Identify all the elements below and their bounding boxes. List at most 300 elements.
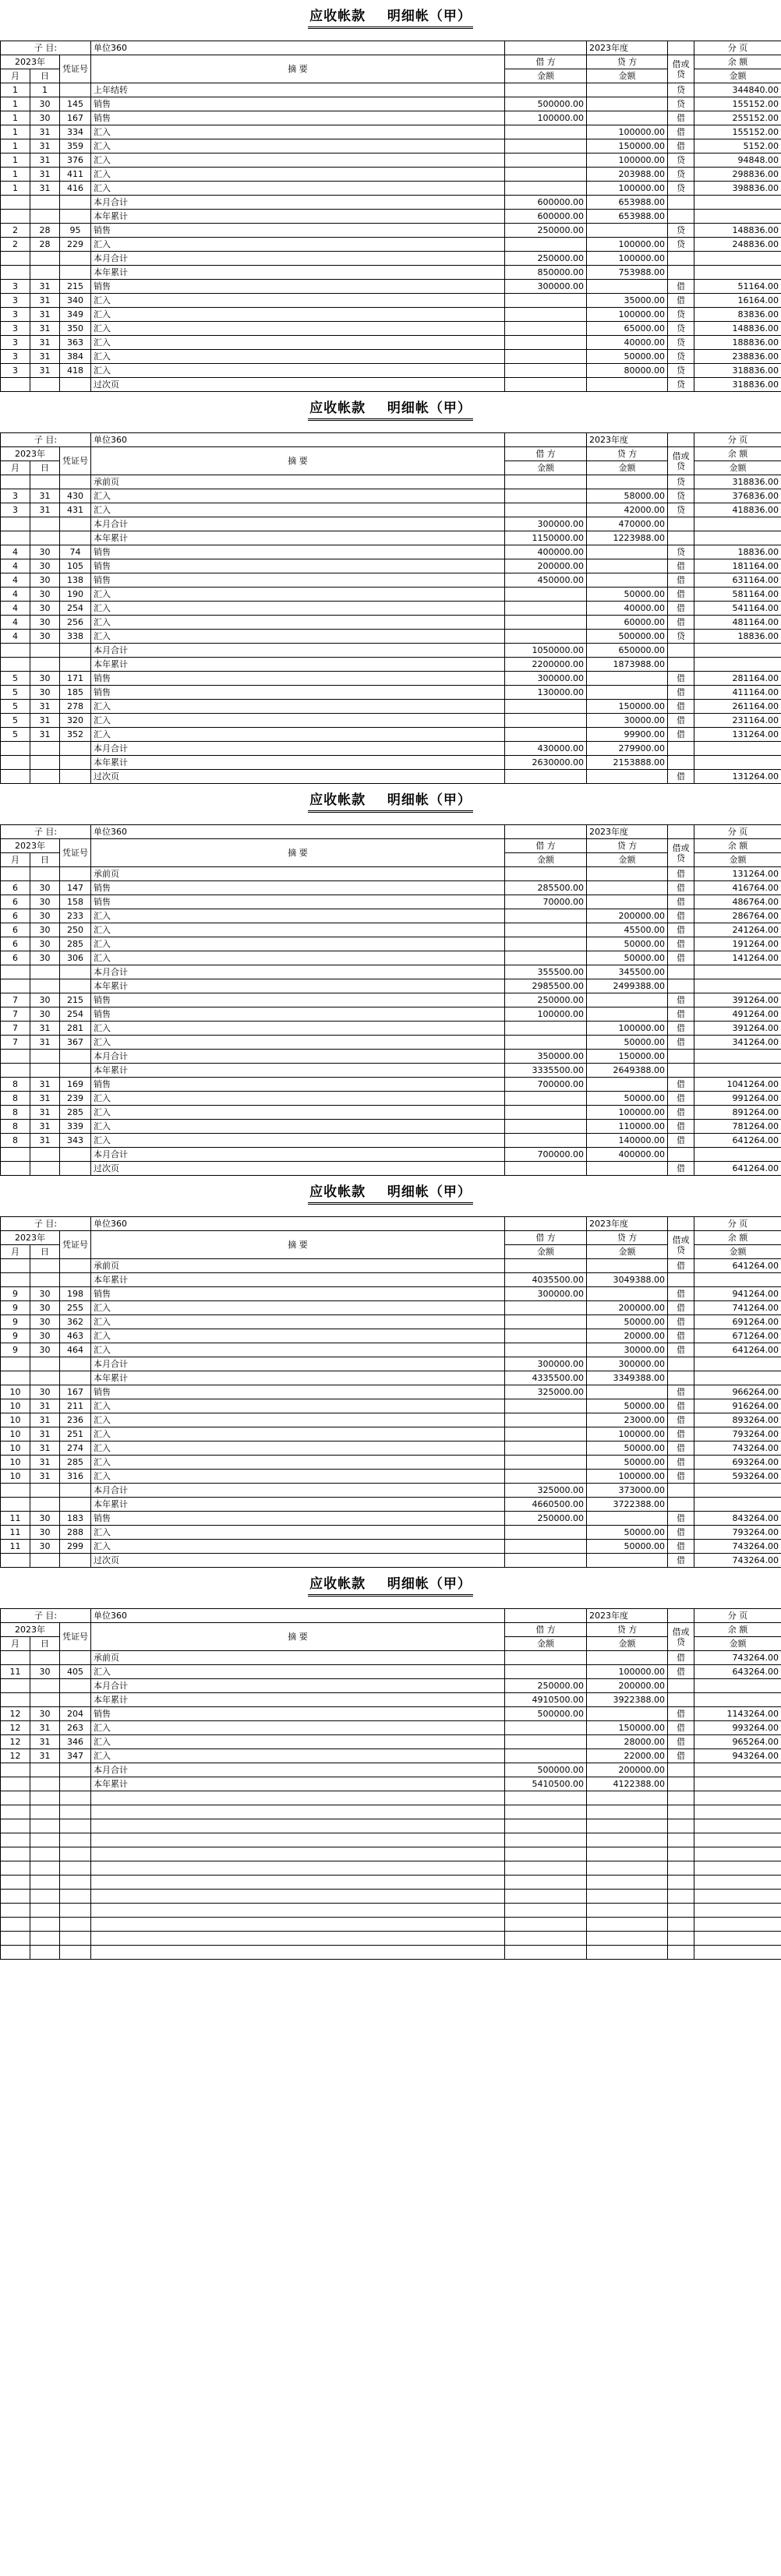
col-summary: 摘 要 bbox=[91, 55, 505, 83]
cell-balance: 741264.00 bbox=[694, 1301, 781, 1315]
cell-day bbox=[30, 1932, 60, 1946]
cell-voucher bbox=[60, 1371, 91, 1385]
cell-direction bbox=[668, 1679, 694, 1693]
cell-day: 30 bbox=[30, 1301, 60, 1315]
cell-month bbox=[1, 770, 30, 784]
cell-month: 5 bbox=[1, 714, 30, 728]
cell-summary: 销售 bbox=[91, 111, 505, 125]
cell-debit: 4035500.00 bbox=[505, 1273, 587, 1287]
cell-voucher bbox=[60, 1861, 91, 1876]
cell-voucher: 411 bbox=[60, 168, 91, 182]
cell-month bbox=[1, 1777, 30, 1791]
cell-credit: 50000.00 bbox=[587, 1526, 668, 1540]
cell-credit: 110000.00 bbox=[587, 1120, 668, 1134]
cell-voucher: 204 bbox=[60, 1707, 91, 1721]
cell-credit: 100000.00 bbox=[587, 308, 668, 322]
cell-summary: 销售 bbox=[91, 280, 505, 294]
cell-credit: 500000.00 bbox=[587, 630, 668, 644]
cell-balance: 341264.00 bbox=[694, 1036, 781, 1050]
cell-day: 31 bbox=[30, 1735, 60, 1749]
cell-month bbox=[1, 1484, 30, 1498]
cell-month: 4 bbox=[1, 616, 30, 630]
cell-credit bbox=[587, 1162, 668, 1176]
cell-credit: 100000.00 bbox=[587, 154, 668, 168]
year-label: 2023年度 bbox=[587, 825, 668, 839]
cell-credit bbox=[587, 1007, 668, 1022]
cell-balance: 691264.00 bbox=[694, 1315, 781, 1329]
cell-month: 9 bbox=[1, 1301, 30, 1315]
cell-balance bbox=[694, 266, 781, 280]
cell-balance: 255152.00 bbox=[694, 111, 781, 125]
cell-day bbox=[30, 644, 60, 658]
subject-label: 子 目: bbox=[1, 1217, 91, 1231]
cell-month: 3 bbox=[1, 364, 30, 378]
cell-credit: 30000.00 bbox=[587, 714, 668, 728]
cell-day: 31 bbox=[30, 182, 60, 196]
cell-credit: 150000.00 bbox=[587, 1721, 668, 1735]
cell-balance: 793264.00 bbox=[694, 1526, 781, 1540]
table-row bbox=[1, 923, 781, 937]
cell-summary: 销售 bbox=[91, 97, 505, 111]
cell-day bbox=[30, 1371, 60, 1385]
cell-summary: 汇入 bbox=[91, 1427, 505, 1442]
table-row bbox=[1, 378, 781, 392]
cell-summary: 销售 bbox=[91, 1078, 505, 1092]
cell-debit bbox=[505, 616, 587, 630]
cell-direction: 贷 bbox=[668, 475, 694, 489]
page-number-label: 分 页 bbox=[694, 825, 781, 839]
col-balance-amount: 金额 bbox=[694, 1245, 781, 1259]
table-row bbox=[1, 1876, 781, 1890]
cell-direction bbox=[668, 1148, 694, 1162]
cell-credit: 50000.00 bbox=[587, 1092, 668, 1106]
cell-voucher: 274 bbox=[60, 1442, 91, 1456]
cell-credit bbox=[587, 1932, 668, 1946]
cell-day: 30 bbox=[30, 1343, 60, 1357]
col-credit-amount: 金额 bbox=[587, 1637, 668, 1651]
cell-credit: 653988.00 bbox=[587, 196, 668, 210]
cell-summary: 汇入 bbox=[91, 616, 505, 630]
cell-day bbox=[30, 1148, 60, 1162]
info-blank bbox=[668, 825, 694, 839]
cell-month bbox=[1, 266, 30, 280]
cell-direction: 借 bbox=[668, 139, 694, 154]
cell-voucher bbox=[60, 756, 91, 770]
ledger-body bbox=[1, 41, 781, 392]
cell-day: 30 bbox=[30, 616, 60, 630]
cell-debit bbox=[505, 1106, 587, 1120]
cell-credit: 42000.00 bbox=[587, 503, 668, 517]
cell-day bbox=[30, 1064, 60, 1078]
cell-summary: 汇入 bbox=[91, 1329, 505, 1343]
cell-day: 30 bbox=[30, 951, 60, 965]
table-row bbox=[1, 252, 781, 266]
cell-month: 7 bbox=[1, 993, 30, 1007]
cell-direction: 借 bbox=[668, 573, 694, 588]
cell-summary: 汇入 bbox=[91, 1735, 505, 1749]
cell-credit bbox=[587, 83, 668, 97]
cell-balance: 993264.00 bbox=[694, 1721, 781, 1735]
cell-voucher: 340 bbox=[60, 294, 91, 308]
cell-month: 9 bbox=[1, 1287, 30, 1301]
year-label: 2023年度 bbox=[587, 41, 668, 55]
cell-day bbox=[30, 1693, 60, 1707]
cell-day bbox=[30, 770, 60, 784]
cell-day: 31 bbox=[30, 280, 60, 294]
cell-debit bbox=[505, 1470, 587, 1484]
col-month: 月 bbox=[1, 853, 30, 867]
table-row bbox=[1, 1329, 781, 1343]
cell-summary: 过次页 bbox=[91, 1554, 505, 1568]
cell-summary bbox=[91, 1833, 505, 1847]
cell-debit bbox=[505, 238, 587, 252]
table-row bbox=[1, 294, 781, 308]
col-balance-amount: 金额 bbox=[694, 461, 781, 475]
cell-voucher: 250 bbox=[60, 923, 91, 937]
cell-voucher: 171 bbox=[60, 672, 91, 686]
table-row bbox=[1, 489, 781, 503]
cell-direction: 借 bbox=[668, 111, 694, 125]
cell-month: 9 bbox=[1, 1329, 30, 1343]
cell-balance: 843264.00 bbox=[694, 1512, 781, 1526]
col-month: 月 bbox=[1, 1245, 30, 1259]
cell-month bbox=[1, 1890, 30, 1904]
cell-summary: 汇入 bbox=[91, 951, 505, 965]
cell-day bbox=[30, 1651, 60, 1665]
cell-balance: 416764.00 bbox=[694, 881, 781, 895]
cell-summary: 本月合计 bbox=[91, 742, 505, 756]
cell-balance: 643264.00 bbox=[694, 1665, 781, 1679]
cell-direction: 借 bbox=[668, 1735, 694, 1749]
cell-day: 31 bbox=[30, 714, 60, 728]
cell-month: 11 bbox=[1, 1526, 30, 1540]
cell-debit: 2200000.00 bbox=[505, 658, 587, 672]
cell-debit bbox=[505, 1833, 587, 1847]
cell-day bbox=[30, 756, 60, 770]
cell-credit: 470000.00 bbox=[587, 517, 668, 531]
cell-summary: 汇入 bbox=[91, 503, 505, 517]
cell-month bbox=[1, 1847, 30, 1861]
cell-balance: 131264.00 bbox=[694, 867, 781, 881]
cell-voucher bbox=[60, 1273, 91, 1287]
cell-summary: 本年累计 bbox=[91, 1693, 505, 1707]
cell-voucher bbox=[60, 531, 91, 545]
cell-credit bbox=[587, 475, 668, 489]
cell-day: 30 bbox=[30, 895, 60, 909]
cell-summary: 汇入 bbox=[91, 909, 505, 923]
ledger-info-row bbox=[1, 1217, 781, 1231]
table-row bbox=[1, 336, 781, 350]
cell-balance bbox=[694, 965, 781, 979]
cell-direction: 贷 bbox=[668, 378, 694, 392]
cell-voucher bbox=[60, 1651, 91, 1665]
cell-month bbox=[1, 1932, 30, 1946]
cell-month: 11 bbox=[1, 1540, 30, 1554]
table-row bbox=[1, 1050, 781, 1064]
cell-voucher: 147 bbox=[60, 881, 91, 895]
table-row bbox=[1, 210, 781, 224]
cell-month: 3 bbox=[1, 308, 30, 322]
cell-summary: 汇入 bbox=[91, 1092, 505, 1106]
cell-summary: 汇入 bbox=[91, 728, 505, 742]
cell-summary: 过次页 bbox=[91, 378, 505, 392]
table-row bbox=[1, 1427, 781, 1442]
cell-debit bbox=[505, 182, 587, 196]
cell-month: 1 bbox=[1, 111, 30, 125]
cell-debit: 850000.00 bbox=[505, 266, 587, 280]
cell-voucher bbox=[60, 1162, 91, 1176]
cell-credit bbox=[587, 1819, 668, 1833]
cell-credit bbox=[587, 573, 668, 588]
cell-direction: 贷 bbox=[668, 238, 694, 252]
cell-voucher bbox=[60, 770, 91, 784]
cell-day: 30 bbox=[30, 1385, 60, 1399]
cell-direction: 贷 bbox=[668, 308, 694, 322]
cell-day bbox=[30, 1554, 60, 1568]
table-row bbox=[1, 1106, 781, 1120]
cell-voucher: 346 bbox=[60, 1735, 91, 1749]
cell-voucher: 145 bbox=[60, 97, 91, 111]
cell-credit: 200000.00 bbox=[587, 1763, 668, 1777]
page-number-label: 分 页 bbox=[694, 1609, 781, 1623]
cell-month: 1 bbox=[1, 97, 30, 111]
cell-balance: 965264.00 bbox=[694, 1735, 781, 1749]
cell-direction bbox=[668, 266, 694, 280]
cell-direction: 借 bbox=[668, 728, 694, 742]
cell-summary: 销售 bbox=[91, 224, 505, 238]
cell-direction: 借 bbox=[668, 280, 694, 294]
cell-voucher bbox=[60, 1498, 91, 1512]
cell-debit bbox=[505, 1749, 587, 1763]
cell-direction: 借 bbox=[668, 616, 694, 630]
col-balance: 余 额 bbox=[694, 55, 781, 69]
cell-balance: 141264.00 bbox=[694, 951, 781, 965]
cell-day bbox=[30, 1847, 60, 1861]
cell-direction: 借 bbox=[668, 1427, 694, 1442]
cell-summary bbox=[91, 1861, 505, 1876]
cell-summary: 汇入 bbox=[91, 308, 505, 322]
cell-balance: 991264.00 bbox=[694, 1092, 781, 1106]
cell-month: 1 bbox=[1, 125, 30, 139]
table-row bbox=[1, 475, 781, 489]
cell-balance: 281164.00 bbox=[694, 672, 781, 686]
cell-debit: 500000.00 bbox=[505, 1707, 587, 1721]
cell-direction: 贷 bbox=[668, 489, 694, 503]
cell-debit: 2630000.00 bbox=[505, 756, 587, 770]
cell-month bbox=[1, 1791, 30, 1805]
cell-debit bbox=[505, 1456, 587, 1470]
cell-debit: 130000.00 bbox=[505, 686, 587, 700]
cell-voucher: 263 bbox=[60, 1721, 91, 1735]
cell-day bbox=[30, 1259, 60, 1273]
cell-summary: 本年累计 bbox=[91, 756, 505, 770]
cell-balance bbox=[694, 1498, 781, 1512]
cell-credit bbox=[587, 97, 668, 111]
subject-value: 单位360 bbox=[91, 1217, 505, 1231]
cell-summary: 本月合计 bbox=[91, 1148, 505, 1162]
cell-voucher bbox=[60, 1847, 91, 1861]
page-number-label: 分 页 bbox=[694, 41, 781, 55]
table-row bbox=[1, 1651, 781, 1665]
ledger-table bbox=[0, 1216, 781, 1568]
cell-voucher bbox=[60, 658, 91, 672]
cell-credit: 50000.00 bbox=[587, 1315, 668, 1329]
cell-direction bbox=[668, 965, 694, 979]
cell-credit bbox=[587, 867, 668, 881]
cell-debit bbox=[505, 867, 587, 881]
cell-month: 3 bbox=[1, 489, 30, 503]
cell-day bbox=[30, 378, 60, 392]
ledger-table bbox=[0, 1608, 781, 1960]
cell-balance bbox=[694, 1371, 781, 1385]
cell-balance: 641264.00 bbox=[694, 1162, 781, 1176]
table-row bbox=[1, 1456, 781, 1470]
cell-summary bbox=[91, 1805, 505, 1819]
cell-balance: 743264.00 bbox=[694, 1554, 781, 1568]
col-direction: 借或贷 bbox=[668, 839, 694, 867]
table-row bbox=[1, 756, 781, 770]
table-row bbox=[1, 559, 781, 573]
subject-label: 子 目: bbox=[1, 1609, 91, 1623]
info-blank bbox=[668, 1609, 694, 1623]
cell-credit bbox=[587, 1918, 668, 1932]
cell-voucher bbox=[60, 252, 91, 266]
cell-voucher bbox=[60, 1357, 91, 1371]
cell-direction: 借 bbox=[668, 1442, 694, 1456]
cell-voucher: 316 bbox=[60, 1470, 91, 1484]
cell-direction bbox=[668, 1498, 694, 1512]
cell-credit: 140000.00 bbox=[587, 1134, 668, 1148]
cell-summary: 汇入 bbox=[91, 1315, 505, 1329]
ledger-page bbox=[0, 0, 781, 392]
cell-day bbox=[30, 1833, 60, 1847]
table-row bbox=[1, 139, 781, 154]
cell-day bbox=[30, 1050, 60, 1064]
cell-debit: 4910500.00 bbox=[505, 1693, 587, 1707]
cell-month bbox=[1, 1357, 30, 1371]
cell-day bbox=[30, 1890, 60, 1904]
cell-balance: 916264.00 bbox=[694, 1399, 781, 1413]
cell-summary: 汇入 bbox=[91, 182, 505, 196]
cell-balance bbox=[694, 1918, 781, 1932]
table-row bbox=[1, 1805, 781, 1819]
cell-direction: 借 bbox=[668, 1092, 694, 1106]
cell-credit: 200000.00 bbox=[587, 1679, 668, 1693]
cell-day: 31 bbox=[30, 1399, 60, 1413]
table-row bbox=[1, 1343, 781, 1357]
cell-day: 30 bbox=[30, 573, 60, 588]
cell-voucher: 362 bbox=[60, 1315, 91, 1329]
table-row bbox=[1, 602, 781, 616]
cell-day: 30 bbox=[30, 1287, 60, 1301]
cell-summary: 本月合计 bbox=[91, 1357, 505, 1371]
cell-credit: 20000.00 bbox=[587, 1329, 668, 1343]
cell-credit: 50000.00 bbox=[587, 588, 668, 602]
cell-balance: 486764.00 bbox=[694, 895, 781, 909]
cell-voucher: 376 bbox=[60, 154, 91, 168]
cell-voucher: 299 bbox=[60, 1540, 91, 1554]
table-row bbox=[1, 196, 781, 210]
cell-debit bbox=[505, 1134, 587, 1148]
col-credit: 贷 方 bbox=[587, 1623, 668, 1637]
col-balance: 余 额 bbox=[694, 1623, 781, 1637]
col-month: 月 bbox=[1, 1637, 30, 1651]
cell-month: 10 bbox=[1, 1399, 30, 1413]
cell-voucher: 359 bbox=[60, 139, 91, 154]
ledger-table bbox=[0, 41, 781, 392]
cell-summary: 汇入 bbox=[91, 714, 505, 728]
cell-summary: 汇入 bbox=[91, 937, 505, 951]
cell-month bbox=[1, 1148, 30, 1162]
col-balance: 余 额 bbox=[694, 1231, 781, 1245]
cell-summary: 汇入 bbox=[91, 588, 505, 602]
table-row bbox=[1, 1134, 781, 1148]
cell-voucher: 285 bbox=[60, 1106, 91, 1120]
table-row bbox=[1, 1470, 781, 1484]
cell-direction: 借 bbox=[668, 1301, 694, 1315]
col-year: 2023年 bbox=[1, 1623, 60, 1637]
cell-day bbox=[30, 1484, 60, 1498]
cell-voucher bbox=[60, 210, 91, 224]
cell-debit bbox=[505, 951, 587, 965]
cell-month bbox=[1, 1554, 30, 1568]
cell-credit bbox=[587, 881, 668, 895]
cell-month: 8 bbox=[1, 1134, 30, 1148]
cell-day: 31 bbox=[30, 1120, 60, 1134]
cell-debit bbox=[505, 168, 587, 182]
cell-balance: 743264.00 bbox=[694, 1540, 781, 1554]
ledger-page bbox=[0, 1176, 781, 1568]
col-balance: 余 额 bbox=[694, 839, 781, 853]
table-row bbox=[1, 728, 781, 742]
cell-voucher: 343 bbox=[60, 1134, 91, 1148]
page-number-label: 分 页 bbox=[694, 1217, 781, 1231]
cell-direction: 借 bbox=[668, 686, 694, 700]
cell-month bbox=[1, 517, 30, 531]
cell-voucher bbox=[60, 378, 91, 392]
cell-credit: 753988.00 bbox=[587, 266, 668, 280]
cell-voucher bbox=[60, 979, 91, 993]
cell-month bbox=[1, 644, 30, 658]
cell-summary bbox=[91, 1847, 505, 1861]
cell-summary: 销售 bbox=[91, 1287, 505, 1301]
ledger-info-row bbox=[1, 433, 781, 447]
cell-day: 31 bbox=[30, 1106, 60, 1120]
cell-credit: 100000.00 bbox=[587, 1470, 668, 1484]
cell-day bbox=[30, 1791, 60, 1805]
cell-day: 30 bbox=[30, 909, 60, 923]
table-row bbox=[1, 979, 781, 993]
cell-direction: 借 bbox=[668, 937, 694, 951]
cell-direction: 借 bbox=[668, 1665, 694, 1679]
cell-balance: 286764.00 bbox=[694, 909, 781, 923]
cell-month: 6 bbox=[1, 951, 30, 965]
cell-credit: 150000.00 bbox=[587, 139, 668, 154]
cell-credit: 45500.00 bbox=[587, 923, 668, 937]
cell-credit bbox=[587, 378, 668, 392]
cell-balance: 641264.00 bbox=[694, 1134, 781, 1148]
col-credit-amount: 金额 bbox=[587, 69, 668, 83]
col-day: 日 bbox=[30, 1245, 60, 1259]
cell-day: 30 bbox=[30, 545, 60, 559]
cell-voucher: 334 bbox=[60, 125, 91, 139]
cell-day: 31 bbox=[30, 154, 60, 168]
cell-day bbox=[30, 1946, 60, 1960]
cell-credit bbox=[587, 895, 668, 909]
cell-voucher: 254 bbox=[60, 602, 91, 616]
cell-balance bbox=[694, 1791, 781, 1805]
ledger-page bbox=[0, 1568, 781, 1960]
